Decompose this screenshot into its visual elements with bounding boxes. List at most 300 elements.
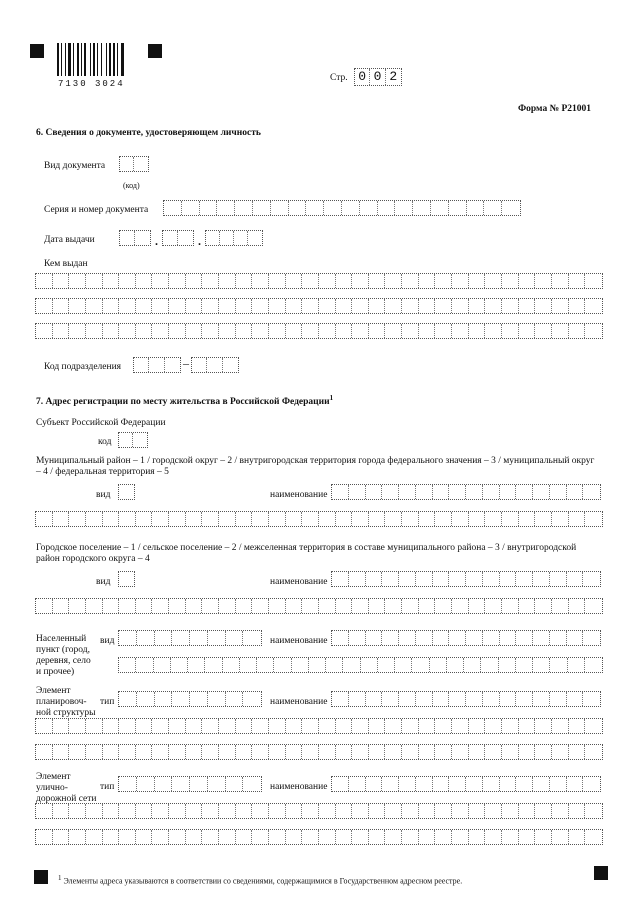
char-cell[interactable] — [103, 274, 120, 288]
char-cell[interactable] — [119, 692, 137, 706]
char-cell[interactable] — [352, 804, 369, 818]
char-cell[interactable] — [402, 719, 419, 733]
char-cell[interactable] — [223, 358, 238, 372]
char-cell[interactable] — [136, 719, 153, 733]
char-cell[interactable] — [219, 299, 236, 313]
char-cell[interactable] — [336, 830, 353, 844]
char-cell[interactable] — [243, 692, 261, 706]
char-cell[interactable] — [119, 433, 133, 447]
char-cell[interactable] — [516, 777, 533, 791]
char-cell[interactable] — [485, 299, 502, 313]
char-cell[interactable] — [585, 745, 602, 759]
char-cell[interactable] — [352, 599, 369, 613]
char-cell[interactable] — [567, 777, 584, 791]
planning-type-field[interactable] — [118, 691, 262, 707]
char-cell[interactable] — [516, 485, 533, 499]
char-cell[interactable] — [103, 324, 120, 338]
char-cell[interactable] — [186, 745, 203, 759]
char-cell[interactable] — [286, 719, 303, 733]
street-name-line-2[interactable] — [35, 803, 603, 819]
char-cell[interactable] — [466, 631, 483, 645]
char-cell[interactable] — [583, 692, 600, 706]
char-cell[interactable] — [169, 745, 186, 759]
char-cell[interactable] — [502, 719, 519, 733]
char-cell[interactable] — [219, 599, 236, 613]
char-cell[interactable] — [206, 231, 220, 245]
char-cell[interactable] — [86, 719, 103, 733]
char-cell[interactable] — [202, 299, 219, 313]
char-cell[interactable] — [469, 274, 486, 288]
char-cell[interactable] — [416, 485, 433, 499]
planning-name-line-2[interactable] — [35, 718, 603, 734]
char-cell[interactable] — [435, 804, 452, 818]
char-cell[interactable] — [202, 324, 219, 338]
char-cell[interactable] — [369, 599, 386, 613]
char-cell[interactable] — [485, 274, 502, 288]
char-cell[interactable] — [519, 599, 536, 613]
char-cell[interactable] — [336, 324, 353, 338]
char-cell[interactable] — [399, 692, 416, 706]
char-cell[interactable] — [402, 599, 419, 613]
char-cell[interactable] — [302, 719, 319, 733]
char-cell[interactable] — [336, 804, 353, 818]
char-cell[interactable] — [269, 830, 286, 844]
char-cell[interactable] — [226, 631, 244, 645]
char-cell[interactable] — [36, 512, 53, 526]
char-cell[interactable] — [169, 324, 186, 338]
char-cell[interactable] — [452, 804, 469, 818]
char-cell[interactable] — [452, 719, 469, 733]
char-cell[interactable] — [484, 201, 502, 215]
char-cell[interactable] — [382, 692, 399, 706]
char-cell[interactable] — [217, 201, 235, 215]
char-cell[interactable] — [133, 433, 147, 447]
char-cell[interactable] — [324, 201, 342, 215]
char-cell[interactable] — [332, 692, 349, 706]
char-cell[interactable] — [366, 631, 383, 645]
char-cell[interactable] — [103, 299, 120, 313]
char-cell[interactable] — [152, 512, 169, 526]
char-cell[interactable] — [550, 692, 567, 706]
char-cell[interactable] — [352, 830, 369, 844]
char-cell[interactable] — [234, 231, 248, 245]
char-cell[interactable] — [435, 274, 452, 288]
char-cell[interactable] — [236, 274, 253, 288]
char-cell[interactable] — [349, 631, 366, 645]
char-cell[interactable] — [402, 745, 419, 759]
char-cell[interactable] — [119, 777, 137, 791]
street-type-field[interactable] — [118, 776, 262, 792]
char-cell[interactable] — [271, 201, 289, 215]
char-cell[interactable] — [336, 745, 353, 759]
char-cell[interactable] — [502, 830, 519, 844]
char-cell[interactable] — [500, 777, 517, 791]
char-cell[interactable] — [519, 299, 536, 313]
char-cell[interactable] — [366, 572, 383, 586]
char-cell[interactable] — [269, 512, 286, 526]
street-name-line-3[interactable] — [35, 829, 603, 845]
locality-kind-field[interactable] — [118, 630, 262, 646]
char-cell[interactable] — [519, 274, 536, 288]
char-cell[interactable] — [535, 324, 552, 338]
char-cell[interactable] — [226, 777, 244, 791]
char-cell[interactable] — [568, 658, 585, 672]
char-cell[interactable] — [419, 599, 436, 613]
char-cell[interactable] — [500, 631, 517, 645]
char-cell[interactable] — [502, 804, 519, 818]
char-cell[interactable] — [585, 804, 602, 818]
char-cell[interactable] — [435, 719, 452, 733]
char-cell[interactable] — [182, 201, 200, 215]
char-cell[interactable] — [119, 324, 136, 338]
char-cell[interactable] — [152, 299, 169, 313]
char-cell[interactable] — [302, 299, 319, 313]
char-cell[interactable] — [395, 658, 412, 672]
char-cell[interactable] — [169, 830, 186, 844]
char-cell[interactable] — [208, 692, 226, 706]
char-cell[interactable] — [361, 658, 378, 672]
char-cell[interactable] — [336, 274, 353, 288]
char-cell[interactable] — [219, 512, 236, 526]
char-cell[interactable] — [202, 512, 219, 526]
char-cell[interactable] — [466, 485, 483, 499]
char-cell[interactable] — [69, 804, 86, 818]
char-cell[interactable] — [226, 692, 244, 706]
char-cell[interactable] — [152, 804, 169, 818]
char-cell[interactable] — [385, 512, 402, 526]
char-cell[interactable] — [205, 658, 222, 672]
char-cell[interactable] — [119, 658, 136, 672]
char-cell[interactable] — [533, 658, 550, 672]
char-cell[interactable] — [369, 804, 386, 818]
char-cell[interactable] — [567, 485, 584, 499]
char-cell[interactable] — [69, 512, 86, 526]
char-cell[interactable] — [240, 658, 257, 672]
char-cell[interactable] — [154, 658, 171, 672]
char-cell[interactable] — [243, 777, 261, 791]
char-cell[interactable] — [385, 324, 402, 338]
char-cell[interactable] — [552, 830, 569, 844]
char-cell[interactable] — [352, 299, 369, 313]
char-cell[interactable] — [433, 631, 450, 645]
char-cell[interactable] — [119, 274, 136, 288]
char-cell[interactable] — [550, 485, 567, 499]
char-cell[interactable] — [550, 658, 567, 672]
char-cell[interactable] — [53, 299, 70, 313]
char-cell[interactable] — [552, 719, 569, 733]
char-cell[interactable] — [53, 804, 70, 818]
char-cell[interactable] — [53, 599, 70, 613]
char-cell[interactable] — [452, 274, 469, 288]
char-cell[interactable] — [53, 830, 70, 844]
char-cell[interactable] — [352, 512, 369, 526]
char-cell[interactable] — [236, 745, 253, 759]
char-cell[interactable] — [253, 201, 271, 215]
char-cell[interactable] — [319, 299, 336, 313]
char-cell[interactable] — [500, 572, 517, 586]
char-cell[interactable] — [349, 485, 366, 499]
char-cell[interactable] — [419, 830, 436, 844]
char-cell[interactable] — [402, 512, 419, 526]
char-cell[interactable] — [349, 572, 366, 586]
char-cell[interactable] — [419, 299, 436, 313]
char-cell[interactable] — [385, 274, 402, 288]
char-cell[interactable] — [349, 692, 366, 706]
char-cell[interactable] — [567, 631, 584, 645]
char-cell[interactable] — [36, 804, 53, 818]
char-cell[interactable] — [369, 274, 386, 288]
char-cell[interactable] — [186, 512, 203, 526]
char-cell[interactable] — [550, 572, 567, 586]
char-cell[interactable] — [86, 599, 103, 613]
char-cell[interactable] — [136, 804, 153, 818]
char-cell[interactable] — [134, 157, 148, 171]
char-cell[interactable] — [289, 201, 307, 215]
char-cell[interactable] — [382, 572, 399, 586]
char-cell[interactable] — [269, 745, 286, 759]
char-cell[interactable] — [269, 324, 286, 338]
char-cell[interactable] — [186, 804, 203, 818]
char-cell[interactable] — [155, 777, 173, 791]
char-cell[interactable] — [119, 719, 136, 733]
char-cell[interactable] — [519, 745, 536, 759]
char-cell[interactable] — [53, 745, 70, 759]
char-cell[interactable] — [483, 631, 500, 645]
char-cell[interactable] — [169, 299, 186, 313]
char-cell[interactable] — [219, 745, 236, 759]
char-cell[interactable] — [155, 692, 173, 706]
char-cell[interactable] — [452, 745, 469, 759]
char-cell[interactable] — [103, 745, 120, 759]
char-cell[interactable] — [86, 274, 103, 288]
char-cell[interactable] — [119, 631, 137, 645]
subject-code-field[interactable] — [118, 432, 148, 448]
char-cell[interactable] — [152, 324, 169, 338]
char-cell[interactable] — [449, 201, 467, 215]
char-cell[interactable] — [516, 631, 533, 645]
char-cell[interactable] — [466, 692, 483, 706]
char-cell[interactable] — [485, 512, 502, 526]
char-cell[interactable] — [186, 830, 203, 844]
char-cell[interactable] — [119, 830, 136, 844]
char-cell[interactable] — [119, 485, 134, 499]
char-cell[interactable] — [435, 830, 452, 844]
char-cell[interactable] — [378, 658, 395, 672]
char-cell[interactable] — [119, 599, 136, 613]
char-cell[interactable] — [485, 745, 502, 759]
char-cell[interactable] — [469, 299, 486, 313]
street-name-line-1[interactable] — [331, 776, 601, 792]
char-cell[interactable] — [236, 299, 253, 313]
char-cell[interactable] — [500, 485, 517, 499]
char-cell[interactable] — [103, 599, 120, 613]
char-cell[interactable] — [286, 804, 303, 818]
char-cell[interactable] — [286, 512, 303, 526]
char-cell[interactable] — [208, 777, 226, 791]
char-cell[interactable] — [36, 299, 53, 313]
char-cell[interactable] — [585, 719, 602, 733]
char-cell[interactable] — [399, 485, 416, 499]
char-cell[interactable] — [535, 830, 552, 844]
char-cell[interactable] — [449, 777, 466, 791]
char-cell[interactable] — [53, 719, 70, 733]
char-cell[interactable] — [119, 804, 136, 818]
char-cell[interactable] — [585, 658, 602, 672]
char-cell[interactable] — [469, 719, 486, 733]
division-code-part1[interactable] — [133, 357, 181, 373]
char-cell[interactable] — [419, 719, 436, 733]
char-cell[interactable] — [152, 274, 169, 288]
char-cell[interactable] — [433, 777, 450, 791]
char-cell[interactable] — [223, 658, 240, 672]
char-cell[interactable] — [352, 719, 369, 733]
char-cell[interactable] — [416, 777, 433, 791]
char-cell[interactable] — [485, 324, 502, 338]
char-cell[interactable] — [550, 631, 567, 645]
char-cell[interactable] — [385, 599, 402, 613]
char-cell[interactable] — [152, 599, 169, 613]
char-cell[interactable] — [269, 299, 286, 313]
char-cell[interactable] — [585, 512, 602, 526]
char-cell[interactable] — [208, 631, 226, 645]
char-cell[interactable] — [236, 599, 253, 613]
char-cell[interactable] — [248, 231, 262, 245]
char-cell[interactable] — [119, 745, 136, 759]
char-cell[interactable] — [36, 324, 53, 338]
char-cell[interactable] — [69, 599, 86, 613]
char-cell[interactable] — [236, 804, 253, 818]
char-cell[interactable] — [485, 599, 502, 613]
char-cell[interactable] — [533, 777, 550, 791]
char-cell[interactable] — [452, 512, 469, 526]
municipal-name-line-2[interactable] — [35, 511, 603, 527]
char-cell[interactable] — [152, 745, 169, 759]
char-cell[interactable] — [485, 804, 502, 818]
char-cell[interactable] — [163, 231, 178, 245]
char-cell[interactable] — [535, 745, 552, 759]
municipal-name-line-1[interactable] — [331, 484, 601, 500]
char-cell[interactable] — [449, 485, 466, 499]
page-number-field[interactable] — [354, 68, 402, 86]
char-cell[interactable] — [519, 324, 536, 338]
char-cell[interactable] — [207, 358, 222, 372]
settlement-kind-field[interactable] — [118, 571, 135, 587]
char-cell[interactable] — [402, 324, 419, 338]
planning-name-line-3[interactable] — [35, 744, 603, 760]
char-cell[interactable] — [134, 358, 149, 372]
char-cell[interactable] — [583, 777, 600, 791]
char-cell[interactable] — [202, 804, 219, 818]
char-cell[interactable] — [550, 777, 567, 791]
char-cell[interactable] — [419, 745, 436, 759]
char-cell[interactable] — [190, 631, 208, 645]
char-cell[interactable] — [569, 599, 586, 613]
char-cell[interactable] — [119, 512, 136, 526]
char-cell[interactable] — [378, 201, 396, 215]
municipal-kind-field[interactable] — [118, 484, 135, 500]
char-cell[interactable] — [332, 572, 349, 586]
char-cell[interactable] — [349, 777, 366, 791]
char-cell[interactable] — [535, 274, 552, 288]
char-cell[interactable] — [483, 485, 500, 499]
char-cell[interactable] — [302, 599, 319, 613]
char-cell[interactable] — [385, 804, 402, 818]
char-cell[interactable] — [164, 201, 182, 215]
char-cell[interactable] — [120, 231, 135, 245]
char-cell[interactable] — [152, 830, 169, 844]
char-cell[interactable] — [533, 572, 550, 586]
char-cell[interactable] — [286, 830, 303, 844]
char-cell[interactable] — [103, 512, 120, 526]
char-cell[interactable] — [152, 719, 169, 733]
char-cell[interactable] — [69, 324, 86, 338]
char-cell[interactable] — [452, 830, 469, 844]
issue-day-field[interactable] — [119, 230, 151, 246]
char-cell[interactable] — [257, 658, 274, 672]
char-cell[interactable] — [352, 324, 369, 338]
char-cell[interactable] — [155, 631, 173, 645]
char-cell[interactable] — [483, 692, 500, 706]
char-cell[interactable] — [202, 274, 219, 288]
char-cell[interactable] — [319, 512, 336, 526]
char-cell[interactable] — [535, 804, 552, 818]
char-cell[interactable] — [369, 299, 386, 313]
char-cell[interactable] — [516, 692, 533, 706]
char-cell[interactable] — [469, 512, 486, 526]
char-cell[interactable] — [569, 299, 586, 313]
char-cell[interactable] — [452, 599, 469, 613]
char-cell[interactable] — [399, 631, 416, 645]
char-cell[interactable] — [319, 745, 336, 759]
char-cell[interactable] — [269, 599, 286, 613]
char-cell[interactable] — [302, 745, 319, 759]
char-cell[interactable] — [86, 299, 103, 313]
char-cell[interactable] — [369, 745, 386, 759]
char-cell[interactable] — [186, 299, 203, 313]
char-cell[interactable] — [502, 512, 519, 526]
char-cell[interactable] — [483, 777, 500, 791]
char-cell[interactable] — [382, 485, 399, 499]
char-cell[interactable] — [136, 324, 153, 338]
planning-name-line-1[interactable] — [331, 691, 601, 707]
char-cell[interactable] — [172, 692, 190, 706]
char-cell[interactable] — [435, 324, 452, 338]
char-cell[interactable] — [567, 572, 584, 586]
char-cell[interactable] — [342, 201, 360, 215]
char-cell[interactable] — [219, 830, 236, 844]
char-cell[interactable] — [219, 274, 236, 288]
doc-type-field[interactable] — [119, 156, 149, 172]
char-cell[interactable] — [220, 231, 234, 245]
char-cell[interactable] — [585, 274, 602, 288]
char-cell[interactable] — [552, 299, 569, 313]
char-cell[interactable] — [36, 830, 53, 844]
char-cell[interactable] — [137, 692, 155, 706]
char-cell[interactable] — [419, 324, 436, 338]
char-cell[interactable] — [583, 485, 600, 499]
char-cell[interactable] — [186, 719, 203, 733]
char-cell[interactable] — [360, 201, 378, 215]
char-cell[interactable] — [469, 830, 486, 844]
char-cell[interactable] — [169, 719, 186, 733]
char-cell[interactable] — [385, 299, 402, 313]
issued-by-line-1[interactable] — [35, 273, 603, 289]
char-cell[interactable] — [86, 512, 103, 526]
char-cell[interactable] — [435, 599, 452, 613]
char-cell[interactable] — [552, 745, 569, 759]
char-cell[interactable] — [169, 599, 186, 613]
char-cell[interactable] — [535, 512, 552, 526]
